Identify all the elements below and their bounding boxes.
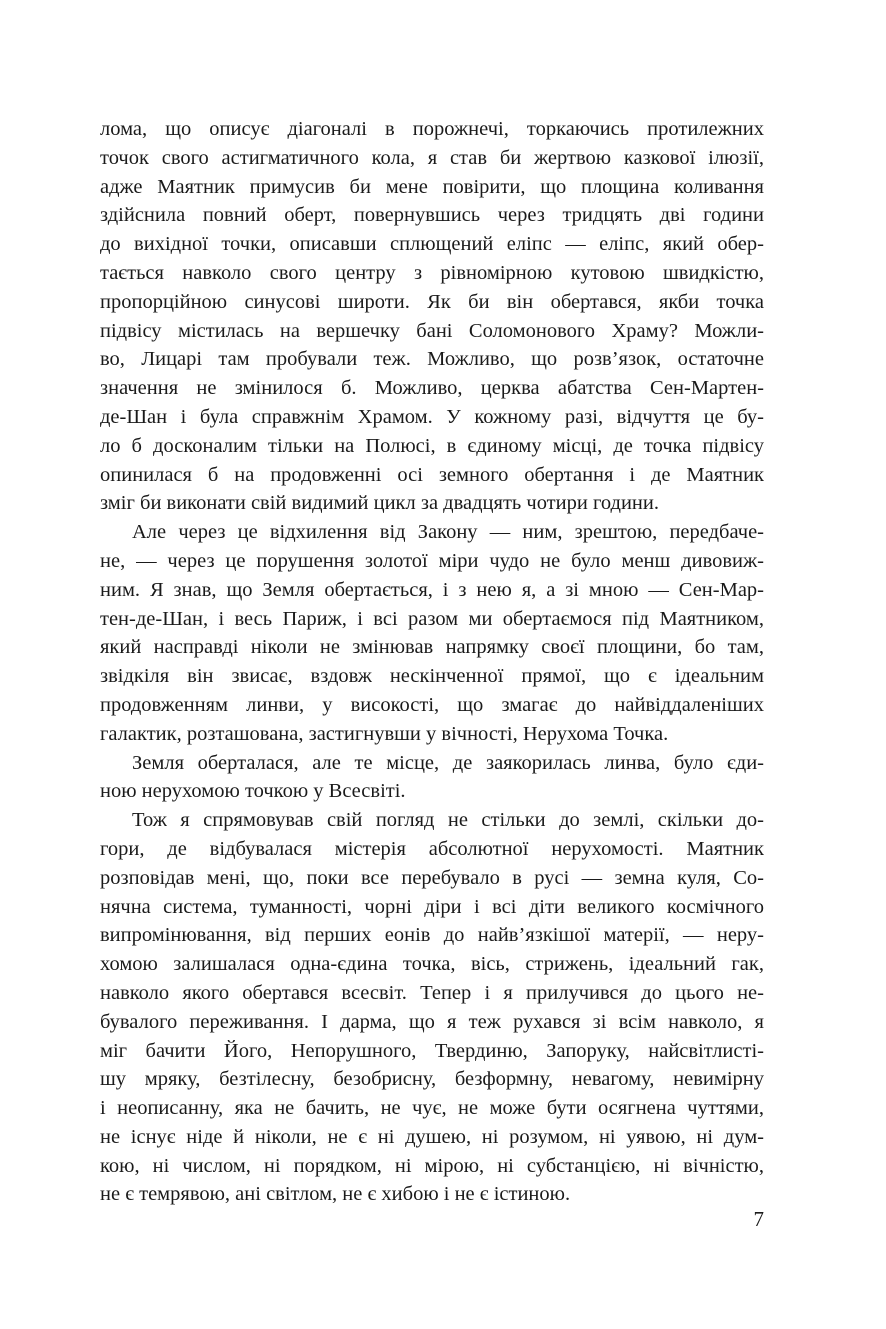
text-line: опинилася б на продовженні осі земного обертання і де Маятник (100, 463, 764, 486)
text-line: адже Маятник примусив би мене повірити, що площина коливання (100, 175, 764, 198)
text-line: здійснила повний оберт, повернувшись через тридцять дві години (100, 204, 764, 227)
text-line: де-Шан і була справжнім Храмом. У кожному разі, відчуття це бу- (100, 405, 764, 428)
text-line: випромінювання, від перших еонів до найв’язкішої матерії, — неру- (100, 924, 764, 947)
text-line: галактик, розташована, застигнувши у вічності, Нерухома Точка. (100, 722, 669, 745)
text-line: і неописанну, яка не бачить, не чує, не може бути осягнена чуттями, (100, 1097, 764, 1120)
text-line: навколо якого обертався всесвіт. Тепер і я прилучився до цього не- (100, 981, 764, 1004)
text-line: точок свого астигматичного кола, я став би жертвою казкової ілюзії, (100, 146, 764, 169)
paragraph-first-line: Тож я спрямовував свій погляд не стільки до землі, скільки до- (132, 809, 764, 832)
text-line: який насправді ніколи не змінював напрямку своєї площини, бо там, (100, 636, 764, 659)
text-line: лома, що описує діагоналі в порожнечі, торкаючись протилежних (100, 118, 764, 140)
text-line: нячна система, туманності, чорні діри і всі діти великого космічного (100, 895, 764, 918)
text-line: продовженням линви, у високості, що змагає до найвіддаленіших (100, 693, 764, 716)
text-line: бувалого переживання. І дарма, що я теж рухався зі всім навколо, я (100, 1010, 764, 1033)
text-line: розповідав мені, що, поки все перебувало в русі — земна куля, Со- (100, 866, 764, 889)
text-line: значення не змінилося б. Можливо, церква абатства Сен-Мартен- (100, 377, 764, 400)
paragraph-first-line: Земля оберталася, але те місце, де заякорилась линва, було єди- (132, 751, 764, 774)
page-number: 7 (753, 1207, 764, 1231)
text-line: ною нерухомою точкою у Всесвіті. (100, 780, 406, 803)
text-line: не є темрявою, ані світлом, не є хибою і не є істиною. (100, 1183, 571, 1206)
text-line: гори, де відбувалася містерія абсолютної нерухомості. Маятник (100, 837, 764, 860)
text-line: звідкіля він звисає, вздовж нескінченної прямої, що є ідеальним (100, 665, 764, 688)
text-line: зміг би виконати свій видимий цикл за двадцять чотири години. (100, 492, 659, 515)
text-line: шу мряку, безтілесну, безобрисну, безформну, невагому, невимірну (100, 1068, 764, 1091)
text-line: міг бачити Його, Непорушного, Твердиню, Запоруку, найсвітлисті- (100, 1039, 764, 1062)
text-line: підвісу містилась на вершечку бані Соломонового Храму? Можли- (100, 319, 764, 342)
text-line: до вихідної точки, описавши сплющений еліпс — еліпс, який обер- (100, 233, 764, 256)
text-line: пропорційною синусові широти. Як би він обертався, якби точка (100, 290, 764, 313)
text-line: тається навколо свого центру з рівномірною кутовою швидкістю, (100, 261, 764, 284)
text-line: ним. Я знав, що Земля обертається, і з нею я, а зі мною — Сен-Мар- (100, 578, 764, 601)
text-line: ло б досконалим тільки на Полюсі, в єдиному місці, де точка підвісу (100, 434, 764, 457)
text-line: не існує ніде й ніколи, не є ні душею, ні розумом, ні уявою, ні дум- (100, 1125, 764, 1148)
text-line: хомою залишалася одна-єдина точка, вісь, стрижень, ідеальний гак, (100, 953, 764, 976)
body-text (100, 115, 764, 1209)
paragraph-first-line: Але через це відхилення від Закону — ним, зрештою, передбаче- (132, 521, 764, 544)
text-line: не, — через це порушення золотої міри чудо не було менш дивовиж- (100, 549, 764, 572)
text-line: во, Лицарі там пробували теж. Можливо, що розв’язок, остаточне (100, 348, 764, 371)
text-line: тен-де-Шан, і весь Париж, і всі разом ми обертаємося під Маятником, (100, 607, 764, 630)
text-line: кою, ні числом, ні порядком, ні мірою, ні субстанцією, ні вічністю, (100, 1154, 764, 1177)
